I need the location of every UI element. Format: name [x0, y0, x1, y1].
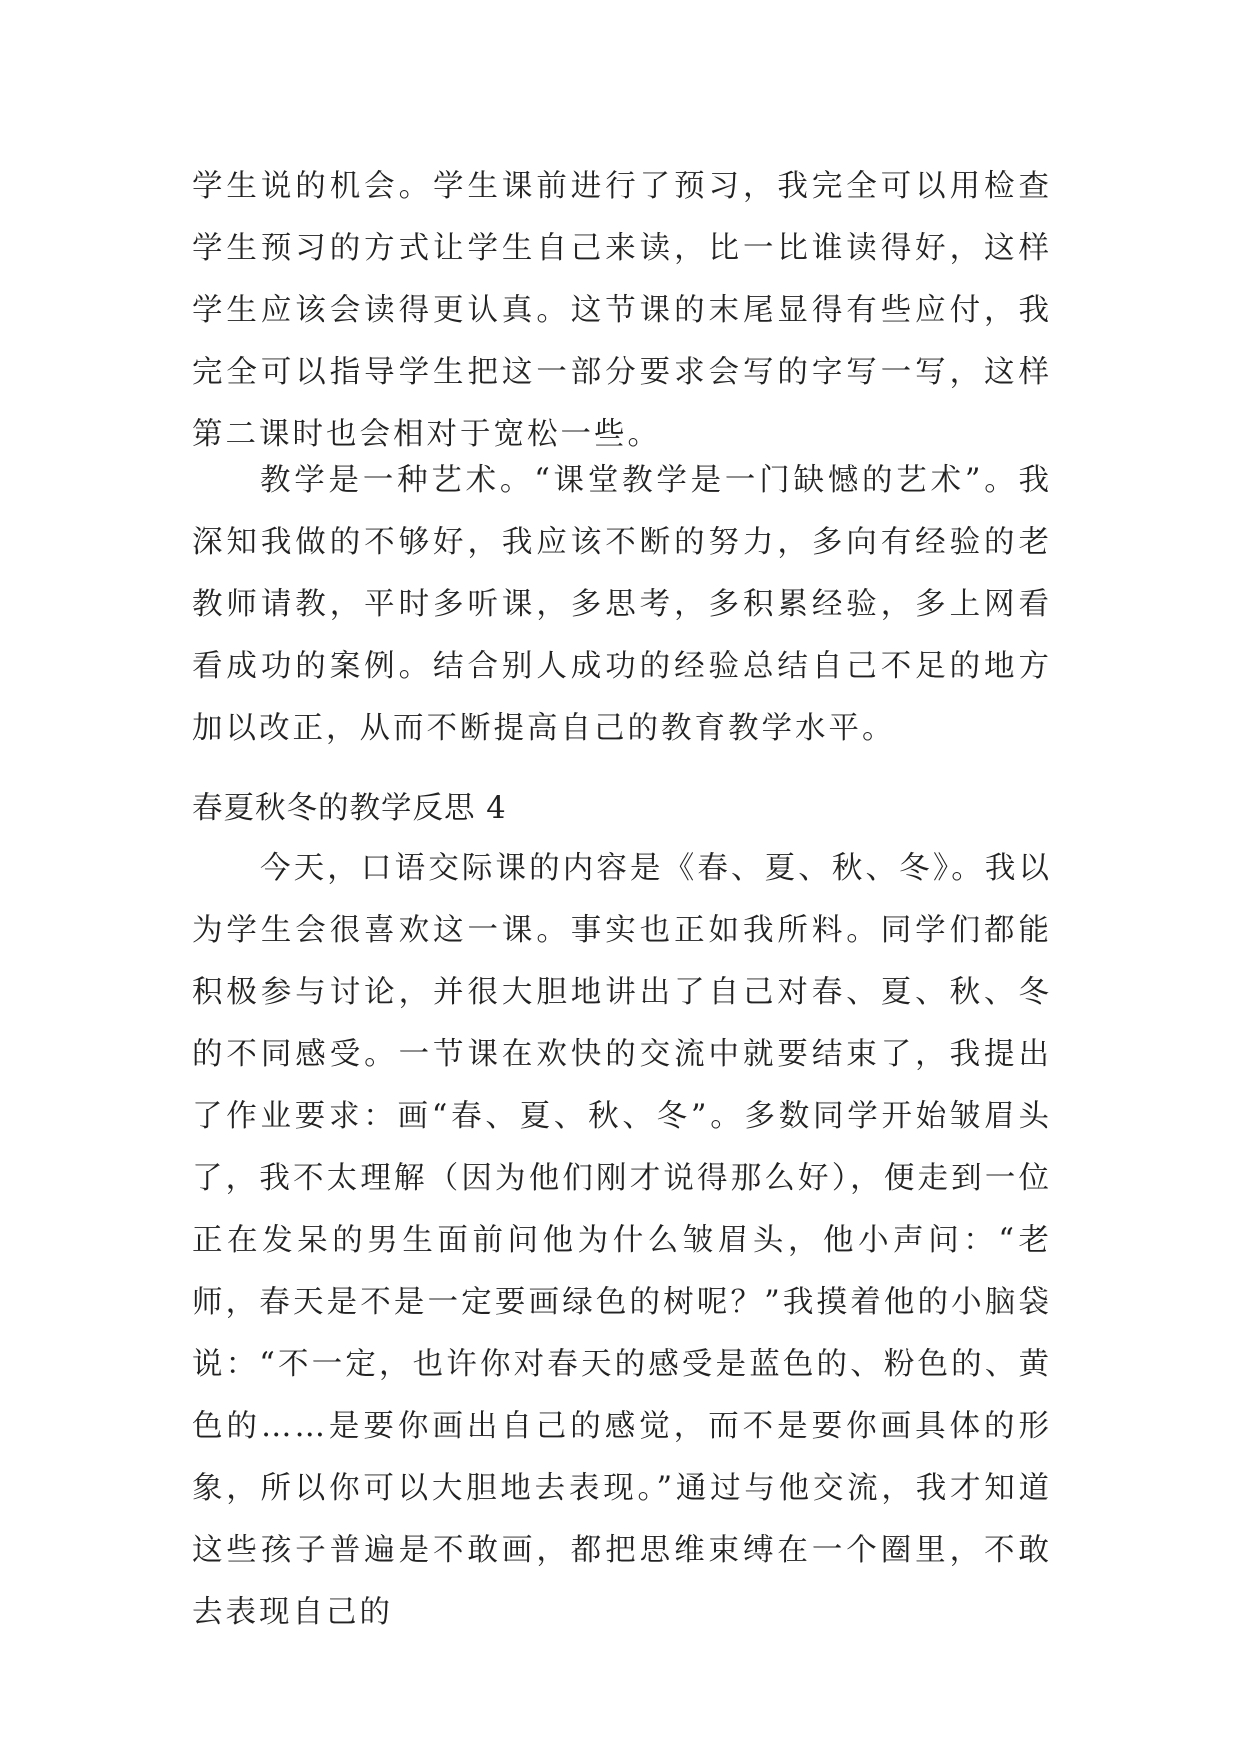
section-heading: 春夏秋冬的教学反思 4 [192, 791, 507, 826]
paragraph-lesson: 今天，口语交际课的内容是《春、夏、秋、冬》。我以为学生会很喜欢这一课。事实也正如我所料。同学们都能积极参与讨论，并很大胆地讲出了自己对春、夏、秋、冬的不同感受。一节课在欢快的交流中就要结束了，我提出了作业要求：画“春、夏、秋、冬”。多数同学开始皱眉头了，我不太理解（因为他们刚才说得那么好），便走到一位正在发呆的男生面前问他为什么皱眉头，他小声问：“老师，春天是不是一定要画绿色的树呢？”我摸着他的小脑袋说：“不一定，也许你对春天的感受是蓝色的、粉色的、黄色的……是要你画出自己的感觉，而不是要你画具体的形象，所以你可以大胆地去表现。”通过与他交流，我才知道这些孩子普遍是不敢画，都把思维束缚在一个圈里，不敢去表现自己的 [192, 851, 1052, 1630]
paragraph-reflection: 教学是一种艺术。“课堂教学是一门缺憾的艺术”。我深知我做的不够好，我应该不断的努力，多向有经验的老教师请教，平时多听课，多思考，多积累经验，多上网看看成功的案例。结合别人成功的经验总结自己不足的地方加以改正，从而不断提高自己的教育教学水平。 [192, 463, 1052, 746]
paragraph-continued: 学生说的机会。学生课前进行了预习，我完全可以用检查学生预习的方式让学生自己来读，比一比谁读得好，这样学生应该会读得更认真。这节课的末尾显得有些应付，我完全可以指导学生把这一部分要求会写的字写一写，这样第二课时也会相对于宽松一些。 [192, 169, 1052, 452]
